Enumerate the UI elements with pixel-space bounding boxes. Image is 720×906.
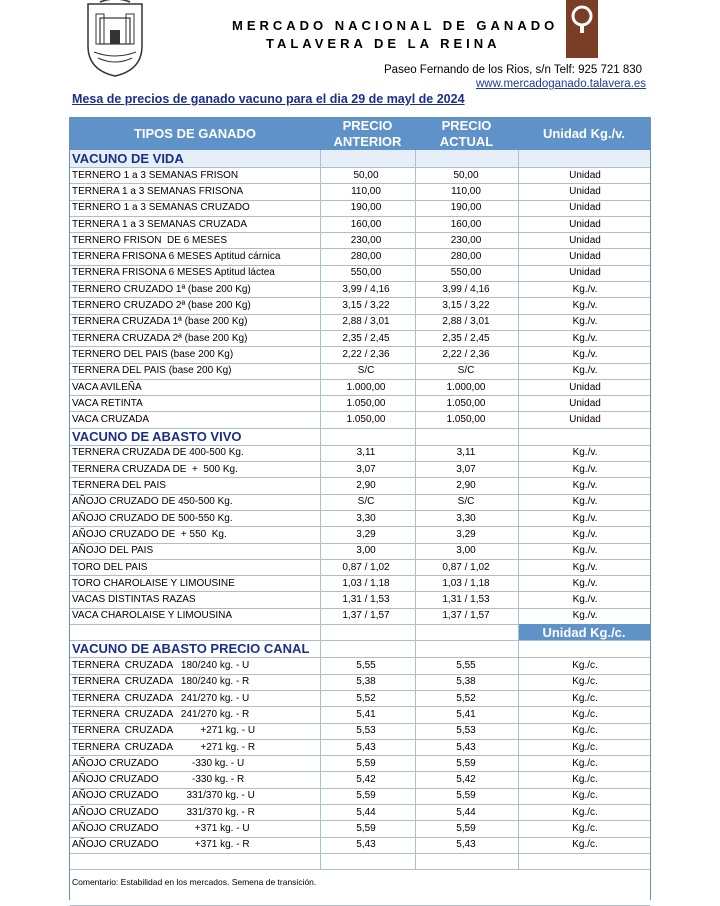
unidad: Kg./v. — [572, 365, 598, 377]
precio-anterior: 0,87 / 1,02 — [342, 561, 390, 573]
precio-anterior: 5,41 — [356, 708, 376, 720]
precio-actual: 1,37 / 1,57 — [442, 610, 490, 622]
column-divider — [518, 150, 519, 869]
col-tipos: TIPOS DE GANADO — [133, 125, 257, 141]
unidad: Kg./c. — [572, 823, 598, 835]
precio-anterior: 3,07 — [356, 463, 376, 475]
table-row — [70, 232, 650, 249]
precio-anterior: 5,38 — [356, 676, 376, 688]
table-row — [70, 216, 650, 233]
unidad: Unidad — [569, 185, 601, 197]
unidad: Unidad — [569, 218, 601, 230]
precio-anterior: 5,59 — [356, 823, 376, 835]
website-link[interactable]: www.mercadoganado.talavera.es — [476, 78, 647, 90]
ganado-type: TERNERA CRUZADA +271 kg. - R — [72, 741, 256, 753]
unidad: Kg./c. — [572, 725, 598, 737]
ganado-type: AÑOJO CRUZADO 331/370 kg. - R — [72, 806, 255, 818]
page-title: Mesa de precios de ganado vacuno para el dia 29 de mayl de 2024 — [72, 92, 465, 106]
precio-actual: 1.050,00 — [446, 397, 486, 409]
precio-actual: 3,00 — [456, 545, 476, 557]
precio-actual: 5,55 — [456, 660, 476, 672]
unidad: Kg./c. — [572, 774, 598, 786]
table-row — [70, 804, 650, 821]
precio-anterior: 5,59 — [356, 757, 376, 769]
table-row — [70, 265, 650, 282]
ganado-type: TERNERA CRUZADA 1ª (base 200 Kg) — [72, 316, 248, 328]
unidad: Unidad — [569, 234, 601, 246]
section-title: VACUNO DE ABASTO VIVO — [72, 428, 242, 444]
precio-actual: 1.050,00 — [446, 414, 486, 426]
ganado-type: AÑOJO CRUZADO DE 500-550 Kg. — [72, 512, 233, 524]
section-title: VACUNO DE ABASTO PRECIO CANAL — [72, 641, 310, 657]
col-precio-anterior-line1: PRECIO — [342, 117, 393, 133]
precio-actual: S/C — [457, 496, 475, 508]
precio-actual: 5,53 — [456, 725, 476, 737]
precio-actual: 230,00 — [450, 234, 482, 246]
unidad: Kg./v. — [572, 300, 598, 312]
table-row — [70, 297, 650, 314]
unidad: Kg./c. — [572, 692, 598, 704]
ganado-type: TERNERA CRUZADA DE + 500 Kg. — [72, 463, 238, 475]
ganado-type: TERNERO DEL PAIS (base 200 Kg) — [72, 348, 234, 360]
precio-anterior: 2,22 / 2,36 — [342, 348, 390, 360]
table-row — [70, 559, 650, 576]
precio-actual: 190,00 — [450, 202, 482, 214]
precio-anterior: 190,00 — [350, 202, 382, 214]
column-divider — [320, 150, 321, 869]
spacer-row — [70, 624, 650, 641]
unidad: Unidad — [569, 202, 601, 214]
precio-actual: 5,38 — [456, 676, 476, 688]
precio-actual: 5,59 — [456, 790, 476, 802]
col-precio-actual-line1: PRECIO — [441, 117, 492, 133]
ganado-type: VACA CHAROLAISE Y LIMOUSINA — [72, 610, 233, 622]
precio-anterior: 1.000,00 — [346, 381, 386, 393]
section-header — [70, 150, 650, 168]
market-logo-icon — [566, 0, 598, 58]
precio-anterior: 3,00 — [356, 545, 376, 557]
col-precio-anterior — [320, 117, 415, 150]
unidad: Kg./v. — [572, 512, 598, 524]
unidad: Unidad — [569, 381, 601, 393]
precio-actual: 5,44 — [456, 806, 476, 818]
precio-actual: 110,00 — [451, 185, 481, 197]
precio-anterior: 5,52 — [356, 692, 376, 704]
unidad: Kg./c. — [572, 660, 598, 672]
unidad: Kg./v. — [572, 447, 598, 459]
ganado-type: TERNERA CRUZADA 2ª (base 200 Kg) — [72, 332, 248, 344]
table-row — [70, 183, 650, 200]
col-unidad: Unidad Kg./v. — [542, 125, 626, 141]
precio-actual: 2,90 — [456, 480, 476, 492]
precio-anterior: 280,00 — [350, 251, 382, 263]
precio-anterior: 230,00 — [350, 234, 382, 246]
table-row — [70, 167, 650, 184]
precio-actual: S/C — [457, 365, 475, 377]
precio-anterior: 5,44 — [356, 806, 376, 818]
table-row — [70, 657, 650, 674]
precio-anterior: 1,31 / 1,53 — [342, 594, 390, 606]
ganado-type: TERNERA CRUZADA DE 400-500 Kg. — [72, 447, 244, 459]
unidad: Unidad — [569, 397, 601, 409]
precio-anterior: 2,35 / 2,45 — [342, 332, 390, 344]
precio-actual: 5,41 — [456, 708, 476, 720]
precio-anterior: S/C — [357, 365, 375, 377]
table-row — [70, 445, 650, 462]
precio-actual: 280,00 — [450, 251, 482, 263]
precio-anterior: 160,00 — [350, 218, 382, 230]
ganado-type: AÑOJO CRUZADO -330 kg. - U — [72, 757, 245, 769]
table-row — [70, 346, 650, 363]
ganado-type: VACA RETINTA — [72, 397, 143, 409]
empty-row — [70, 853, 650, 870]
unidad: Kg./v. — [572, 610, 598, 622]
table-row — [70, 706, 650, 723]
table-row — [70, 461, 650, 478]
unidad: Kg./v. — [572, 496, 598, 508]
table-row — [70, 200, 650, 217]
ganado-type: VACAS DISTINTAS RAZAS — [72, 594, 196, 606]
precio-anterior: 1.050,00 — [346, 397, 386, 409]
ganado-type: TERNERO 1 a 3 SEMANAS FRISON — [72, 169, 239, 181]
precio-anterior: 3,99 / 4,16 — [342, 283, 390, 295]
precio-actual: 2,35 / 2,45 — [442, 332, 490, 344]
table-row — [70, 494, 650, 511]
city-crest-icon — [82, 0, 148, 78]
precio-actual: 550,00 — [450, 267, 482, 279]
ganado-type: TERNERA CRUZADA 180/240 kg. - R — [72, 676, 250, 688]
ganado-type: TERNERA CRUZADA 241/270 kg. - U — [72, 692, 250, 704]
table-row — [70, 575, 650, 592]
unidad: Kg./v. — [572, 348, 598, 360]
ganado-type: AÑOJO CRUZADO -330 kg. - R — [72, 774, 245, 786]
precio-anterior: 3,15 / 3,22 — [342, 300, 390, 312]
table-row — [70, 363, 650, 380]
precio-anterior: 50,00 — [353, 169, 379, 181]
ganado-type: TERNERO 1 a 3 SEMANAS CRUZADO — [72, 202, 250, 214]
price-table — [69, 117, 651, 900]
unidad: Kg./c. — [572, 806, 598, 818]
precio-actual: 3,07 — [456, 463, 476, 475]
precio-actual: 2,88 / 3,01 — [442, 316, 490, 328]
precio-actual: 5,43 — [456, 839, 476, 851]
ganado-type: TERNERA DEL PAIS — [72, 480, 166, 492]
precio-anterior: 550,00 — [350, 267, 382, 279]
table-row — [70, 477, 650, 494]
table-row — [70, 281, 650, 298]
table-header — [70, 117, 650, 150]
ganado-type: TERNERA DEL PAIS (base 200 Kg) — [72, 365, 232, 377]
precio-actual: 1,31 / 1,53 — [442, 594, 490, 606]
ganado-type: AÑOJO DEL PAIS — [72, 545, 154, 557]
precio-anterior: 2,90 — [356, 480, 376, 492]
precio-anterior: 2,88 / 3,01 — [342, 316, 390, 328]
ganado-type: VACA AVILEÑA — [72, 381, 142, 393]
table-row — [70, 510, 650, 527]
comment-text: Comentario: Estabilidad en los mercados. Semena de transición. — [72, 877, 317, 888]
unidad: Kg./c. — [572, 757, 598, 769]
ganado-type: TERNERA CRUZADA 180/240 kg. - U — [72, 660, 250, 672]
precio-actual: 5,52 — [456, 692, 476, 704]
ganado-type: TERNERA FRISONA 6 MESES Aptitud cárnica — [72, 251, 281, 263]
unidad: Kg./c. — [572, 741, 598, 753]
unidad: Kg./v. — [572, 594, 598, 606]
unidad: Kg./c. — [572, 676, 598, 688]
precio-actual: 1.000,00 — [446, 381, 486, 393]
table-row — [70, 314, 650, 331]
ganado-type: VACA CRUZADA — [72, 414, 150, 426]
ganado-type: TERNERA 1 a 3 SEMANAS CRUZADA — [72, 218, 248, 230]
address-line: Paseo Fernando de los Rios, s/n Telf: 925 721 830 — [384, 64, 643, 76]
unidad: Kg./v. — [572, 283, 598, 295]
unidad: Kg./v. — [572, 480, 598, 492]
precio-anterior: 1,03 / 1,18 — [342, 577, 390, 589]
unidad-canal-header: Unidad Kg./c. — [518, 624, 650, 640]
precio-anterior: 3,29 — [356, 528, 376, 540]
unidad: Kg./v. — [572, 316, 598, 328]
table-row — [70, 772, 650, 789]
unidad: Unidad — [569, 267, 601, 279]
unidad: Kg./c. — [572, 839, 598, 851]
precio-actual: 3,11 — [456, 447, 476, 459]
precio-anterior: 5,53 — [356, 725, 376, 737]
market-title: MERCADO NACIONAL DE GANADO — [232, 18, 559, 33]
precio-actual: 3,99 / 4,16 — [442, 283, 490, 295]
precio-actual: 1,03 / 1,18 — [442, 577, 490, 589]
unidad: Kg./c. — [572, 790, 598, 802]
precio-actual: 3,29 — [456, 528, 476, 540]
precio-anterior: 5,43 — [356, 839, 376, 851]
ganado-type: AÑOJO CRUZADO DE 450-500 Kg. — [72, 496, 233, 508]
ganado-type: TERNERA FRISONA 6 MESES Aptitud láctea — [72, 267, 275, 279]
precio-anterior: S/C — [357, 496, 375, 508]
ganado-type: TERNERO CRUZADO 2ª (base 200 Kg) — [72, 300, 251, 312]
precio-actual: 5,42 — [456, 774, 476, 786]
table-row — [70, 837, 650, 854]
precio-anterior: 5,43 — [356, 741, 376, 753]
unidad: Kg./v. — [572, 528, 598, 540]
precio-actual: 5,43 — [456, 741, 476, 753]
precio-actual: 50,00 — [453, 169, 479, 181]
section-title: VACUNO DE VIDA — [72, 151, 184, 166]
table-row — [70, 379, 650, 396]
precio-actual: 5,59 — [456, 757, 476, 769]
unidad: Kg./v. — [572, 561, 598, 573]
unidad: Unidad — [569, 169, 601, 181]
table-row — [70, 395, 650, 412]
table-row — [70, 788, 650, 805]
precio-anterior: 3,30 — [356, 512, 376, 524]
unidad: Unidad — [569, 251, 601, 263]
ganado-type: TERNERO FRISON DE 6 MESES — [72, 234, 228, 246]
precio-actual: 0,87 / 1,02 — [442, 561, 490, 573]
table-row — [70, 723, 650, 740]
table-row — [70, 543, 650, 560]
precio-anterior: 1,37 / 1,57 — [342, 610, 390, 622]
table-row — [70, 739, 650, 756]
unidad: Kg./v. — [572, 463, 598, 475]
ganado-type: AÑOJO CRUZADO DE + 550 Kg. — [72, 528, 227, 540]
unidad: Kg./v. — [572, 545, 598, 557]
precio-anterior: 5,55 — [356, 660, 376, 672]
unidad: Kg./c. — [572, 708, 598, 720]
ganado-type: AÑOJO CRUZADO +371 kg. - R — [72, 839, 250, 851]
precio-anterior: 5,59 — [356, 790, 376, 802]
ganado-type: TORO CHAROLAISE Y LIMOUSINE — [72, 577, 235, 589]
col-precio-actual-line2: ACTUAL — [439, 133, 494, 149]
precio-anterior: 1.050,00 — [346, 414, 386, 426]
col-precio-actual — [415, 117, 518, 150]
ganado-type: TERNERA CRUZADA +271 kg. - U — [72, 725, 256, 737]
ganado-type: TORO DEL PAIS — [72, 561, 148, 573]
table-row — [70, 755, 650, 772]
precio-actual: 160,00 — [450, 218, 482, 230]
section-header — [70, 428, 650, 446]
table-row — [70, 249, 650, 266]
table-row — [70, 330, 650, 347]
ganado-type: TERNERO CRUZADO 1ª (base 200 Kg) — [72, 283, 251, 295]
ganado-type: TERNERA 1 a 3 SEMANAS FRISONA — [72, 185, 244, 197]
table-row — [70, 690, 650, 707]
table-row — [70, 608, 650, 625]
table-row — [70, 674, 650, 691]
precio-actual: 3,15 / 3,22 — [442, 300, 490, 312]
ganado-type: AÑOJO CRUZADO 331/370 kg. - U — [72, 790, 255, 802]
unidad: Kg./v. — [572, 577, 598, 589]
table-row — [70, 820, 650, 837]
precio-anterior: 3,11 — [356, 447, 376, 459]
ganado-type: TERNERA CRUZADA 241/270 kg. - R — [72, 708, 250, 720]
table-row — [70, 526, 650, 543]
section-header — [70, 640, 650, 658]
col-precio-anterior-line2: ANTERIOR — [333, 133, 402, 149]
precio-actual: 2,22 / 2,36 — [442, 348, 490, 360]
table-row — [70, 412, 650, 429]
precio-anterior: 110,00 — [351, 185, 381, 197]
table-row — [70, 592, 650, 609]
column-divider — [415, 150, 416, 869]
unidad: Unidad — [569, 414, 601, 426]
unidad: Kg./v. — [572, 332, 598, 344]
market-subtitle: TALAVERA DE LA REINA — [266, 36, 501, 51]
precio-anterior: 5,42 — [356, 774, 376, 786]
ganado-type: AÑOJO CRUZADO +371 kg. - U — [72, 823, 250, 835]
precio-actual: 5,59 — [456, 823, 476, 835]
precio-actual: 3,30 — [456, 512, 476, 524]
